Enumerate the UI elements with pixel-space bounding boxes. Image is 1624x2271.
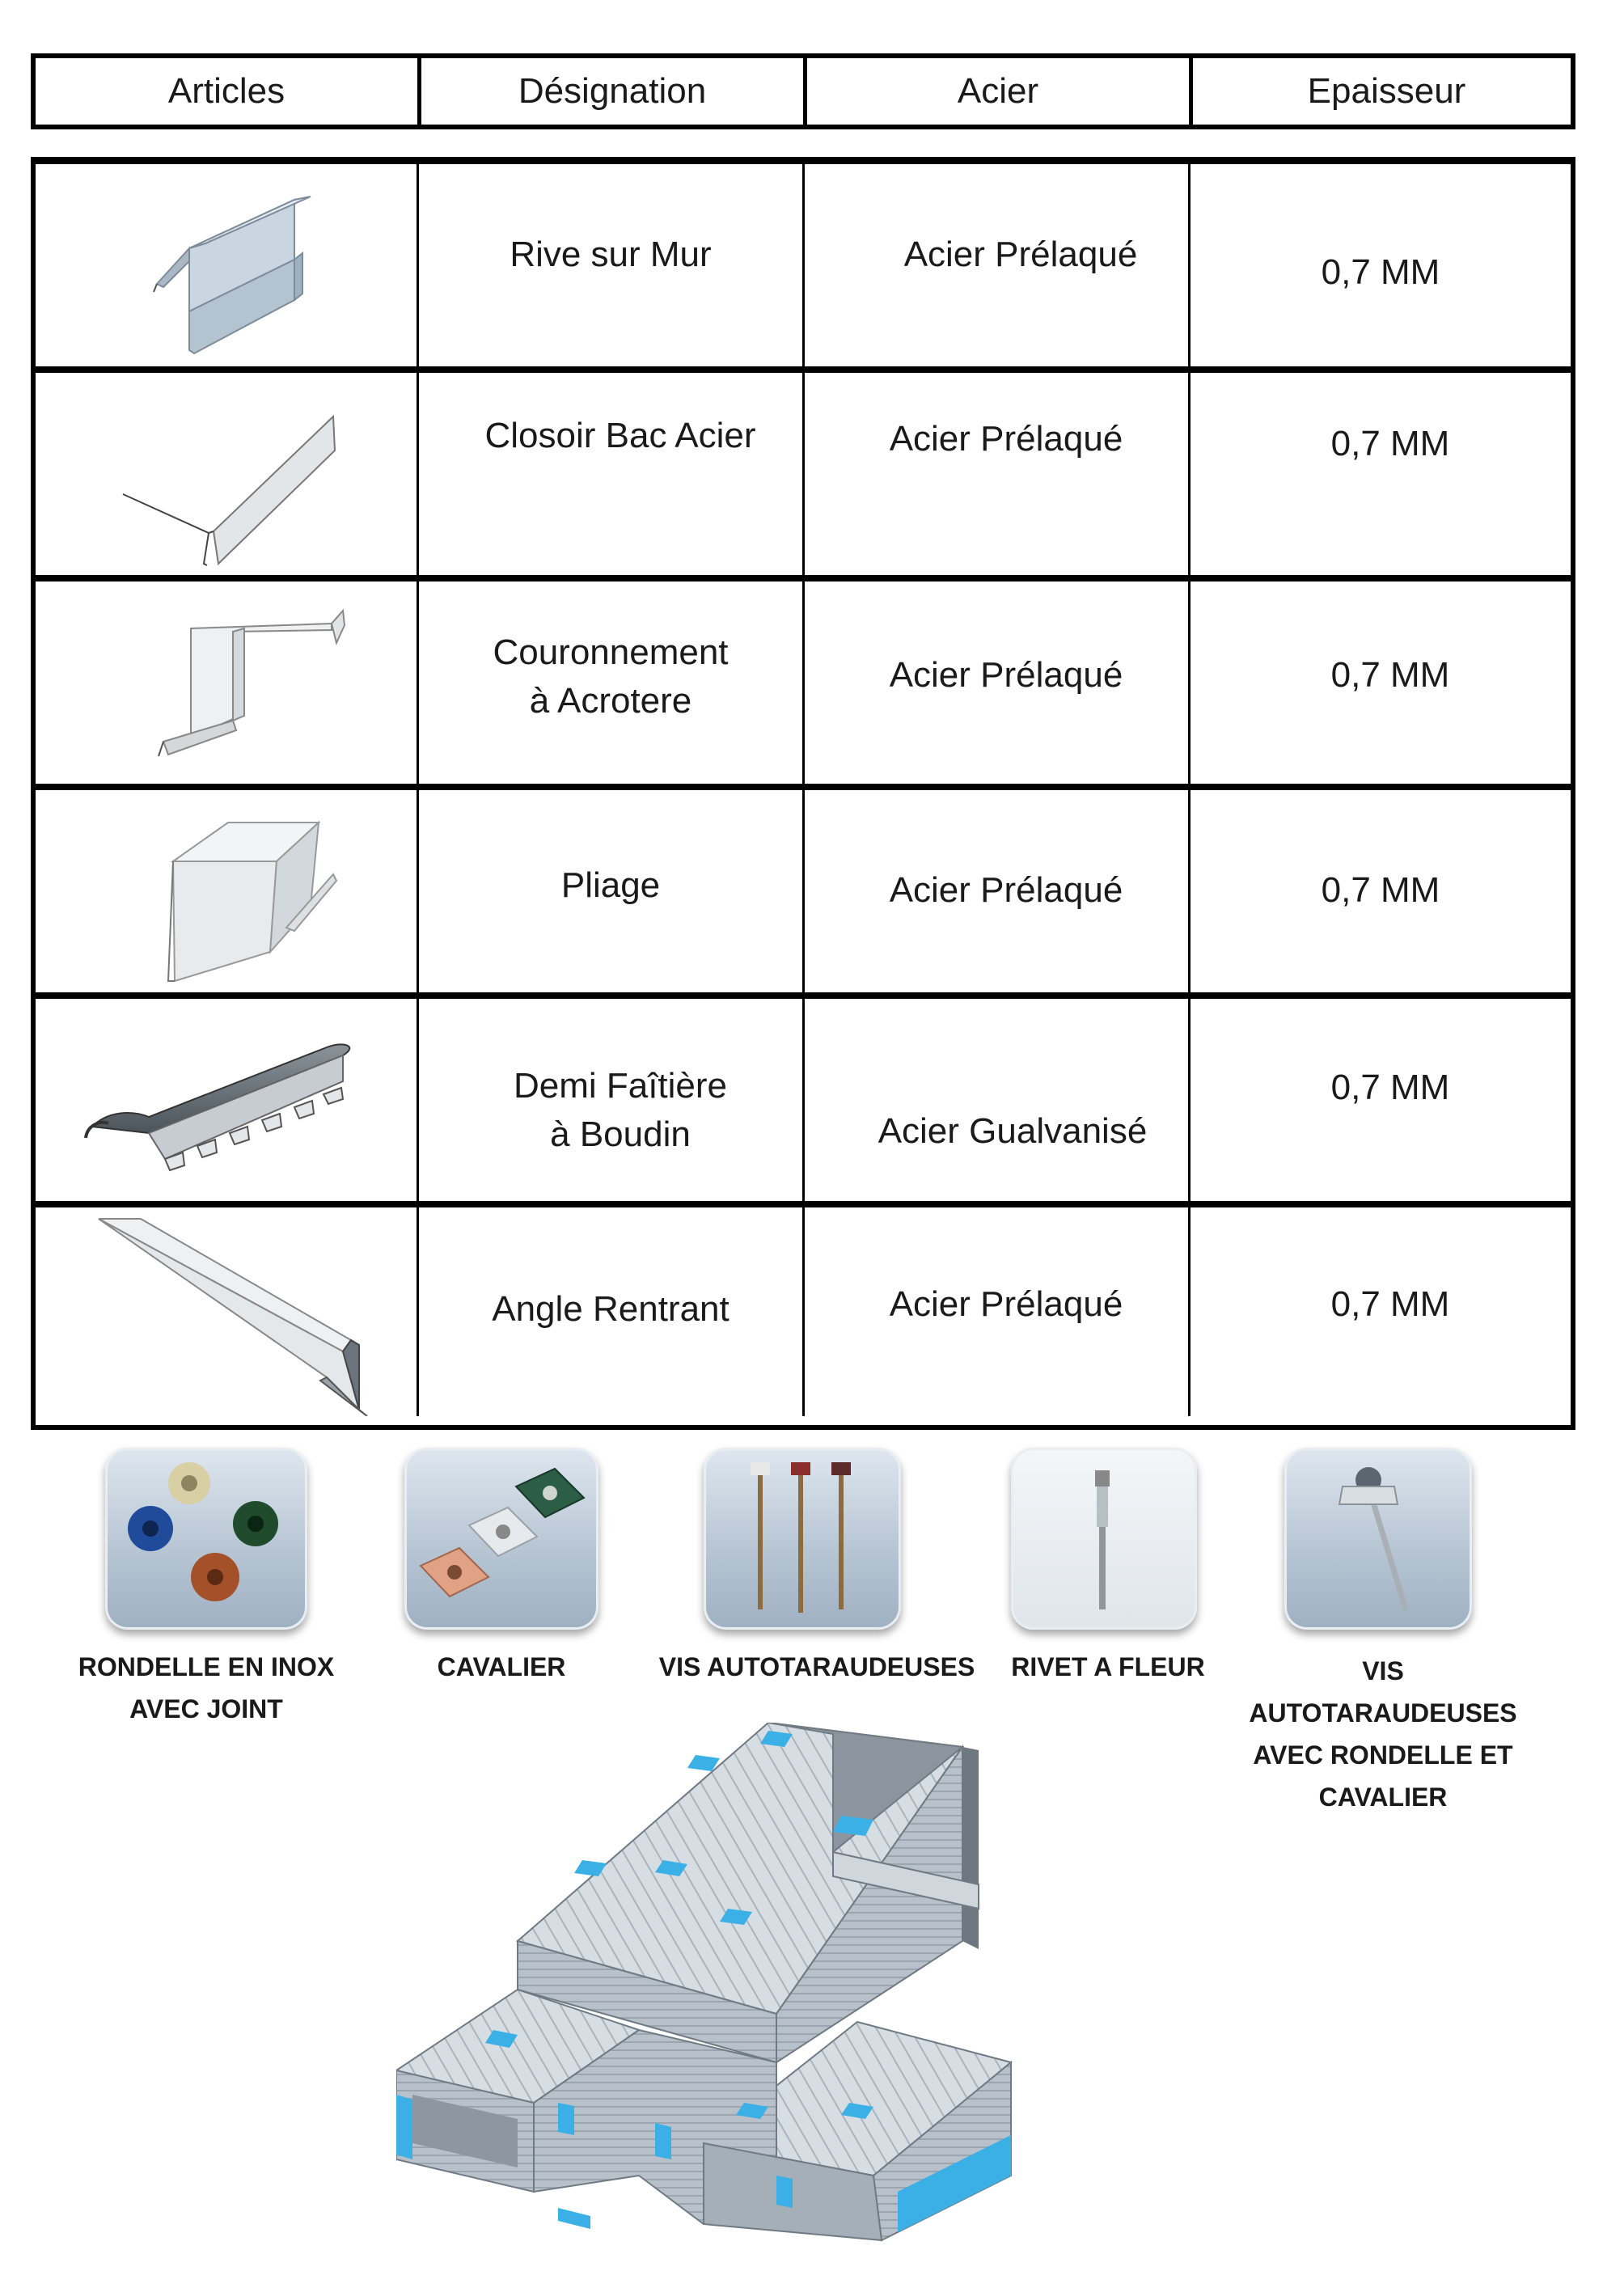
epaisseur-cell — [1191, 999, 1571, 1201]
header-articles: Articles — [36, 58, 421, 125]
designation-cell — [419, 790, 805, 992]
accessory-label: CAVALIER — [437, 1652, 566, 1681]
acier-cell — [805, 790, 1191, 992]
epaisseur-text: 0,7 MM — [1330, 424, 1450, 463]
rive-sur-mur-icon — [36, 164, 419, 373]
designation-text: Angle Rentrant — [492, 1289, 730, 1329]
article-cell — [36, 790, 419, 992]
epaisseur-text: 0,7 MM — [1321, 870, 1440, 910]
header-epaisseur: Epaisseur — [1307, 71, 1466, 111]
couronnement-icon — [36, 581, 419, 790]
epaisseur-cell — [1191, 373, 1571, 575]
epaisseur-cell — [1191, 790, 1571, 992]
epaisseur-cell — [1191, 581, 1571, 784]
rivet-photo-icon — [1011, 1448, 1197, 1630]
epaisseur-text: 0,7 MM — [1330, 1284, 1450, 1324]
designation-text: Couronnement à Acrotere — [493, 632, 729, 721]
table-row — [36, 790, 1571, 999]
screw-washer-photo-icon — [1284, 1448, 1472, 1630]
acier-cell — [805, 164, 1191, 366]
article-cell — [36, 581, 419, 784]
header-designation: Désignation — [421, 58, 807, 125]
designation-cell — [419, 164, 805, 366]
article-cell — [36, 373, 419, 575]
acier-cell — [805, 999, 1191, 1201]
washers-photo-icon — [105, 1448, 307, 1630]
epaisseur-text: 0,7 MM — [1330, 655, 1450, 695]
saddle-photo-icon — [404, 1448, 598, 1630]
designation-cell — [419, 1207, 805, 1416]
article-cell — [36, 999, 419, 1201]
accessory-label: RONDELLE EN INOX AVEC JOINT — [78, 1652, 335, 1723]
accessory-label: VIS AUTOTARAUDEUSES AVEC RONDELLE ET CAVALIER — [1249, 1656, 1517, 1812]
acier-cell — [805, 581, 1191, 784]
table-row — [36, 373, 1571, 581]
designation-text: Closoir Bac Acier — [484, 416, 756, 455]
table-row — [36, 581, 1571, 790]
designation-text: Rive sur Mur — [510, 235, 712, 274]
epaisseur-text: 0,7 MM — [1330, 1068, 1450, 1107]
accessory-label: RIVET A FLEUR — [1011, 1652, 1205, 1681]
epaisseur-cell — [1191, 164, 1571, 366]
epaisseur-cell — [1191, 1207, 1571, 1416]
acier-text: Acier Prélaqué — [903, 235, 1138, 274]
acier-cell — [805, 373, 1191, 575]
designation-cell — [419, 999, 805, 1201]
roof-building-illustration — [396, 1723, 1092, 2256]
designation-cell — [419, 581, 805, 784]
articles-table — [31, 157, 1575, 1430]
pliage-icon — [36, 790, 419, 999]
epaisseur-text: 0,7 MM — [1321, 252, 1440, 292]
table-row — [36, 1207, 1571, 1416]
designation-text: Demi Faîtière à Boudin — [513, 1066, 728, 1154]
demi-faitiere-icon — [36, 999, 419, 1207]
acier-text: Acier Prélaqué — [889, 419, 1123, 459]
designation-text: Pliage — [560, 865, 661, 905]
acier-text: Acier Gualvanisé — [878, 1111, 1148, 1151]
accessory-label: VIS AUTOTARAUDEUSES — [658, 1652, 975, 1681]
header-acier: Acier — [807, 58, 1193, 125]
acier-text: Acier Prélaqué — [889, 870, 1123, 910]
acier-text: Acier Prélaqué — [889, 655, 1123, 695]
screws-photo-icon — [704, 1448, 901, 1630]
acier-cell — [805, 1207, 1191, 1416]
table-row — [36, 164, 1571, 373]
table-row — [36, 999, 1571, 1207]
article-cell — [36, 1207, 419, 1416]
table-header — [31, 53, 1575, 129]
designation-cell — [419, 373, 805, 575]
article-cell — [36, 164, 419, 366]
angle-rentrant-icon — [36, 1207, 419, 1416]
acier-text: Acier Prélaqué — [889, 1284, 1123, 1324]
closoir-icon — [36, 373, 419, 581]
